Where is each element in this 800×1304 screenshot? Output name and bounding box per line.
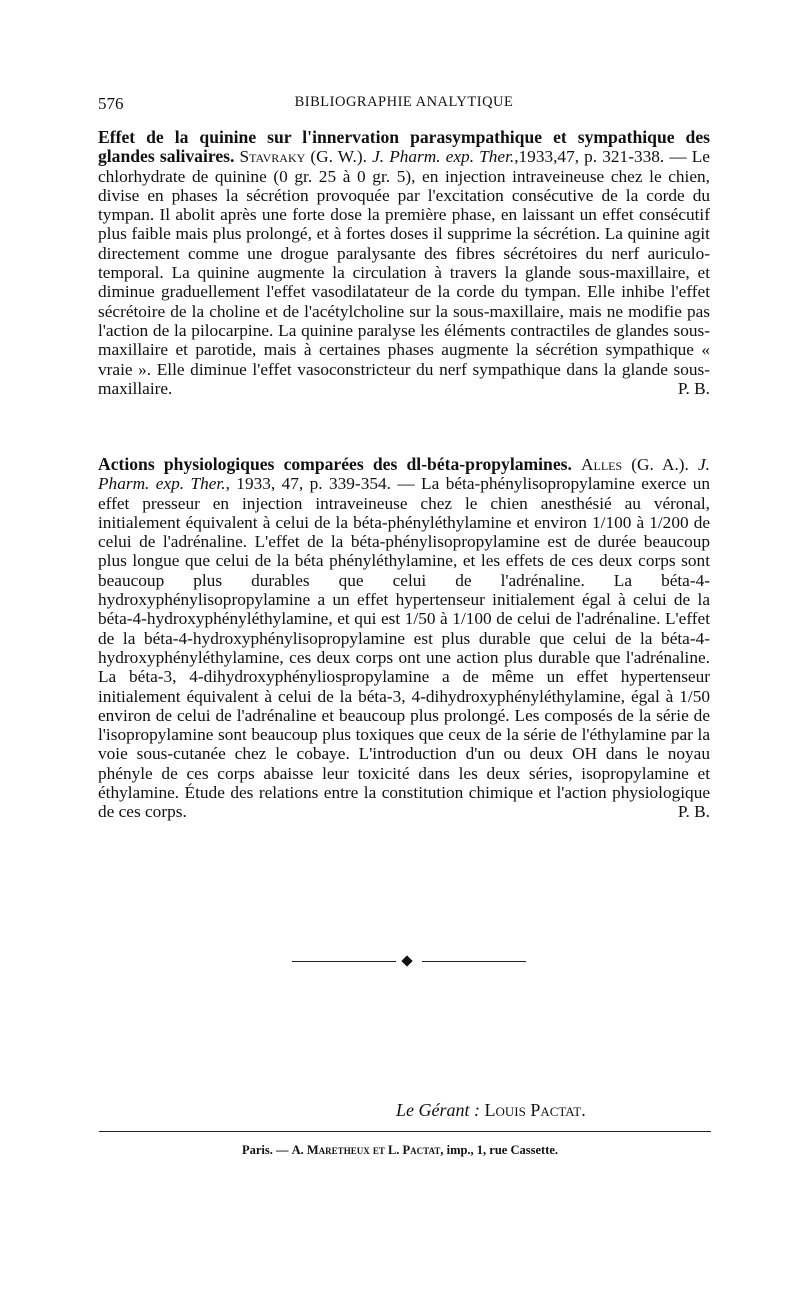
- article-title: Effet de la quinine sur l'innervation parasympathique et sympathique des glandes salivaires.: [98, 127, 710, 167]
- journal-name: J. Pharm. exp. Ther.: [372, 147, 515, 167]
- article-body: — La béta-phénylisopropylamine exerce un effet presseur en injection intraveineuse chez le chien anesthésié au véronal, initialement équivalent à celui de la béta-phényléthylamine et environ 1/100 à 1/200 de celui de l'adrénaline. L'effet de la béta-phénylisopropylamine est de durée beaucoup plus longue que celui de la béta phényléthylamine, et les effets de ces deux corps sont beaucoup plus durables que celui de l'adrénaline. La béta-4-hydroxyphénylisopropylamine a un effet hypertenseur initialement égal à celui de la béta-4-hydroxyphényléthylamine, et qui est 1/50 à 1/100 de celui de l'adrénaline. L'effet de la béta-4-hydroxyphénylisopropylamine est plus durable que celui de la béta-4-hydroxyphényléthylamine, ces deux corps ont une action plus durable que l'adrénaline. La béta-3, 4-dihydroxyphényliospropylamine a de même un effet hypertenseur initialement équivalent à celui de la béta-3, 4-dihydroxyphényléthylamine, égal à 1/50 environ de celui de l'adrénaline et beaucoup plus prolongé. Les composés de la série de l'isopropylamine sont beaucoup plus toxiques que ceux de la série de l'éthylamine par la voie sous-cutanée chez le cobaye. L'introduction d'un ou deux OH dans le noyau phényle de ces corps abaisse leur toxicité dans les deux séries, isopropylamine et éthylamine. Étude des relations entre la constitution chimique et l'action physiologique de ces corps.: [98, 474, 710, 822]
- article-quinine: [98, 128, 710, 398]
- ornament-line-left: [292, 961, 396, 962]
- article-signature: P. B.: [677, 802, 710, 822]
- article-body: — Le chlorhydrate de quinine (0 gr. 25 à 0 gr. 5), en injection intraveineuse chez le chien, divise en phases la sécrétion provoquée par l'excitation consécutive de la corde du tympan. Il abolit après une forte dose la première phase, en laissant un effet consécutif plus faible mais plus prolongé, et à fortes doses il supprime la sécrétion. La quinine agit directement comme une drogue paralysante des fibres sécrétoires du nerf auriculo-temporal. La quinine augmente la circulation à travers la glande sous-maxillaire, et diminue graduellement l'effet vasodilatateur de la corde du tympan. Elle inhibe l'effet sécrétoire de la choline et de l'acétylcholine sur la sous-maxillaire, mais ne modifie pas l'action de la pilocarpine. La quinine paralyse les éléments contractiles de glandes sous-maxillaire et parotide, mais à certaines phases augmente la sécrétion sympathique « vraie ». Elle diminue l'effet vasoconstricteur du nerf sympathique dans la glande sous-maxillaire.: [98, 147, 710, 398]
- article-paragraph: [98, 455, 710, 822]
- ornament-line-right: [422, 961, 526, 962]
- running-title: BIBLIOGRAPHIE ANALYTIQUE: [294, 94, 514, 110]
- footer-rule: [99, 1131, 711, 1132]
- citation: , 1933, 47, p. 339-354.: [225, 474, 391, 494]
- manager-label: Le Gérant :: [396, 1100, 480, 1120]
- article-title: Actions physiologiques comparées des dl-béta-propylamines.: [98, 454, 572, 474]
- article-propylamines: [98, 455, 710, 822]
- journal-name: J. Pharm. exp. Ther.: [98, 455, 710, 494]
- article-author: Alles (G. A.).: [581, 455, 689, 474]
- printer-names: A. Maretheux et L. Pactat,: [291, 1143, 444, 1157]
- diamond-icon: [401, 955, 412, 966]
- printer-suffix: imp., 1, rue Cassette.: [446, 1143, 559, 1157]
- article-signature: P. B.: [677, 378, 710, 398]
- citation: ,1933,47, p. 321-338.: [514, 147, 665, 167]
- article-author: Stavraky (G. W.).: [239, 147, 367, 167]
- manager-line: [396, 1100, 586, 1121]
- manager-name: Louis Pactat.: [484, 1100, 586, 1120]
- running-header: [98, 94, 710, 116]
- section-ornament: [292, 956, 526, 968]
- page-number: 576: [98, 94, 124, 113]
- printer-imprint: [0, 1143, 800, 1158]
- article-paragraph: [98, 128, 710, 398]
- printer-prefix: Paris. —: [241, 1143, 289, 1157]
